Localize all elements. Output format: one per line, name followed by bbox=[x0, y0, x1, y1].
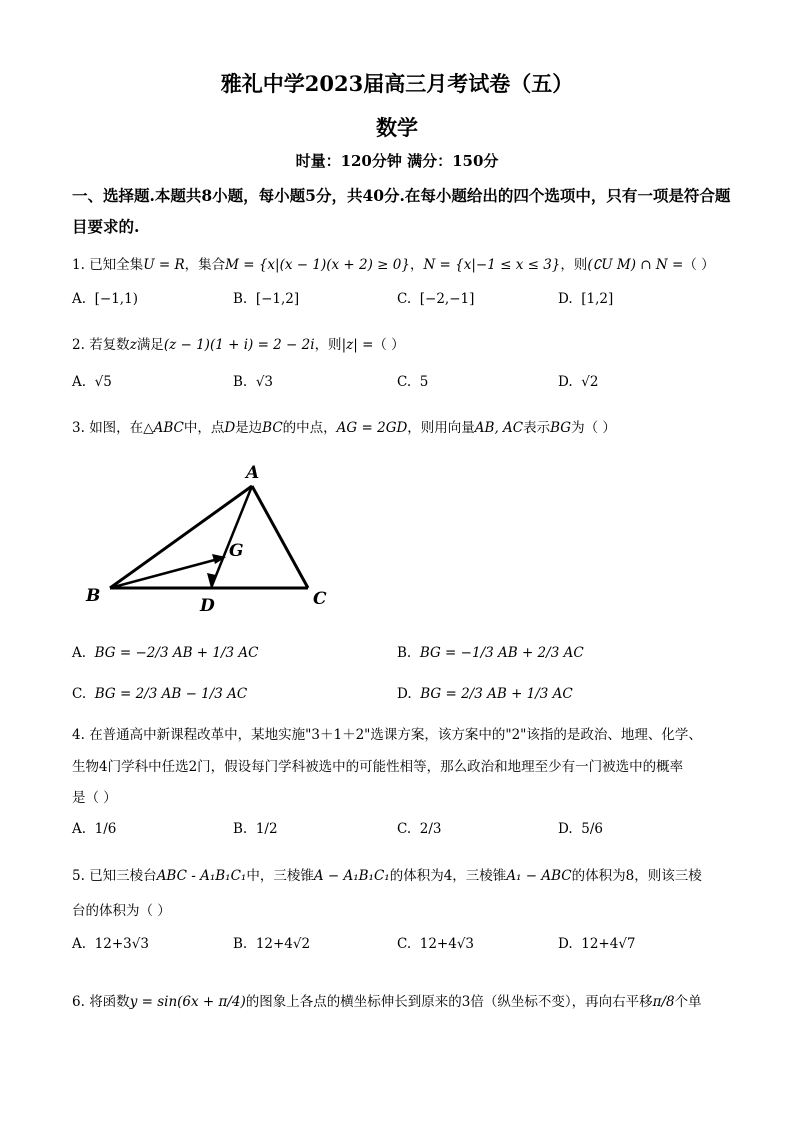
q-text: 若复数 bbox=[89, 337, 130, 353]
q-text: 将函数 bbox=[89, 994, 130, 1010]
option-a: A. [−1,1) bbox=[72, 291, 138, 307]
question-4 bbox=[72, 723, 702, 743]
q-math: |z| = bbox=[341, 337, 374, 353]
q-math: (z − 1)(1 + i) = 2 − 2i bbox=[163, 337, 315, 353]
q-math: z bbox=[129, 337, 137, 353]
question-number: 2. bbox=[72, 337, 85, 353]
q-math: BG bbox=[550, 420, 572, 436]
question-4-line-2: 生物4门学科中任选2门，假设每门学科被选中的可能性相等，那么政治和地理至少有一门被选中的概率 bbox=[72, 759, 684, 775]
option-d: D. BG = 2/3 AB + 1/3 AC bbox=[397, 686, 573, 702]
q-text: ，则 bbox=[560, 257, 588, 273]
option-d: D. 5/6 bbox=[558, 821, 603, 837]
option-d: D. [1,2] bbox=[558, 291, 614, 307]
label-c: C bbox=[313, 589, 327, 609]
q-math: AG = 2GD bbox=[336, 420, 408, 436]
option-c: C. 5 bbox=[397, 374, 429, 390]
question-number: 1. bbox=[72, 257, 85, 273]
option-c: C. [−2,−1] bbox=[397, 291, 475, 307]
answer-blank: （ ） bbox=[373, 337, 405, 353]
exam-subject: 数学 bbox=[376, 115, 418, 140]
q-math: ABC - A₁B₁C₁ bbox=[156, 868, 247, 884]
option-b: B. BG = −1/3 AB + 2/3 AC bbox=[397, 645, 584, 661]
question-number: 6. bbox=[72, 994, 85, 1010]
question-4-line-3: 是（ ） bbox=[72, 790, 117, 806]
vector-bg bbox=[110, 558, 222, 588]
q-math: AB, AC bbox=[474, 420, 524, 436]
label-a: A bbox=[246, 463, 260, 483]
q-text: 的中点， bbox=[282, 420, 337, 436]
question-number: 4. bbox=[72, 727, 85, 743]
question-5 bbox=[72, 864, 702, 884]
q-text: 中，点 bbox=[183, 420, 225, 436]
q-text: ，则用向量 bbox=[407, 420, 475, 436]
q-math: (∁U M) ∩ N = bbox=[587, 257, 684, 273]
question-1 bbox=[72, 253, 715, 273]
q-text: 的图象上各点的横坐标伸长到原来的3倍（纵坐标不变），再向右平移 bbox=[245, 994, 653, 1010]
q-math: U = R bbox=[143, 257, 185, 273]
question-6 bbox=[72, 990, 702, 1010]
q-text: 表示 bbox=[523, 420, 551, 436]
q-math: D bbox=[224, 420, 236, 436]
question-5-line-2: 台的体积为（ ） bbox=[72, 903, 171, 919]
q-math: BC bbox=[262, 420, 283, 436]
exam-meta: 时量：120分钟 满分：150分 bbox=[295, 152, 499, 170]
q-text: ， bbox=[409, 257, 424, 273]
q-text: 如图，在 bbox=[89, 420, 144, 436]
q-text: 个单 bbox=[674, 994, 702, 1010]
section-heading: 一、选择题.本题共8小题，每小题5分，共40分.在每小题给出的四个选项中，只有一项是符合题目要求的. bbox=[72, 186, 731, 236]
question-number: 5. bbox=[72, 868, 85, 884]
q-text: 已知全集 bbox=[89, 257, 144, 273]
q-text: 在普通高中新课程改革中，某地实施"3＋1＋2"选课方案，该方案中的"2"该指的是政治、地理、化学、 bbox=[89, 727, 702, 743]
question-3 bbox=[72, 416, 616, 436]
q-text: 的体积为4，三棱锥 bbox=[389, 868, 507, 884]
q-math: A₁ − ABC bbox=[506, 868, 572, 884]
q-math: y = sin(6x + π/4) bbox=[129, 994, 246, 1010]
q-text: 是边 bbox=[235, 420, 263, 436]
q-text: 的体积为8，则该三棱 bbox=[571, 868, 702, 884]
option-a: A. √5 bbox=[72, 374, 112, 390]
option-d: D. √2 bbox=[558, 374, 599, 390]
option-b: B. [−1,2] bbox=[233, 291, 300, 307]
label-g: G bbox=[229, 541, 244, 561]
exam-title: 雅礼中学2023届高三月考试卷（五） bbox=[220, 71, 574, 96]
q-math: M = {x|(x − 1)(x + 2) ≥ 0} bbox=[225, 257, 410, 273]
q-math: △ABC bbox=[143, 420, 184, 436]
q-text: 已知三棱台 bbox=[89, 868, 157, 884]
question-number: 3. bbox=[72, 420, 85, 436]
q-math: A − A₁B₁C₁ bbox=[313, 868, 390, 884]
option-c: C. BG = 2/3 AB − 1/3 AC bbox=[72, 686, 248, 702]
option-c: C. 12+4√3 bbox=[397, 936, 475, 952]
q-math: π/8 bbox=[652, 994, 675, 1010]
q-text: ，集合 bbox=[184, 257, 226, 273]
answer-blank: （ ） bbox=[683, 257, 715, 273]
side-ac bbox=[252, 486, 308, 588]
triangle-figure bbox=[82, 458, 342, 618]
label-b: B bbox=[86, 586, 101, 606]
option-b: B. √3 bbox=[233, 374, 274, 390]
q-math: N = {x|−1 ≤ x ≤ 3} bbox=[423, 257, 561, 273]
option-a: A. 12+3√3 bbox=[72, 936, 149, 952]
option-a: A. 1/6 bbox=[72, 821, 117, 837]
question-2 bbox=[72, 333, 405, 353]
option-c: C. 2/3 bbox=[397, 821, 442, 837]
option-b: B. 12+4√2 bbox=[233, 936, 311, 952]
option-d: D. 12+4√7 bbox=[558, 936, 636, 952]
answer-blank: 为（ ） bbox=[571, 420, 616, 436]
q-text: ，则 bbox=[314, 337, 342, 353]
option-b: B. 1/2 bbox=[233, 821, 278, 837]
label-d: D bbox=[200, 596, 215, 616]
option-a: A. BG = −2/3 AB + 1/3 AC bbox=[72, 645, 259, 661]
q-text: 满足 bbox=[136, 337, 164, 353]
q-text: 中，三棱锥 bbox=[246, 868, 314, 884]
